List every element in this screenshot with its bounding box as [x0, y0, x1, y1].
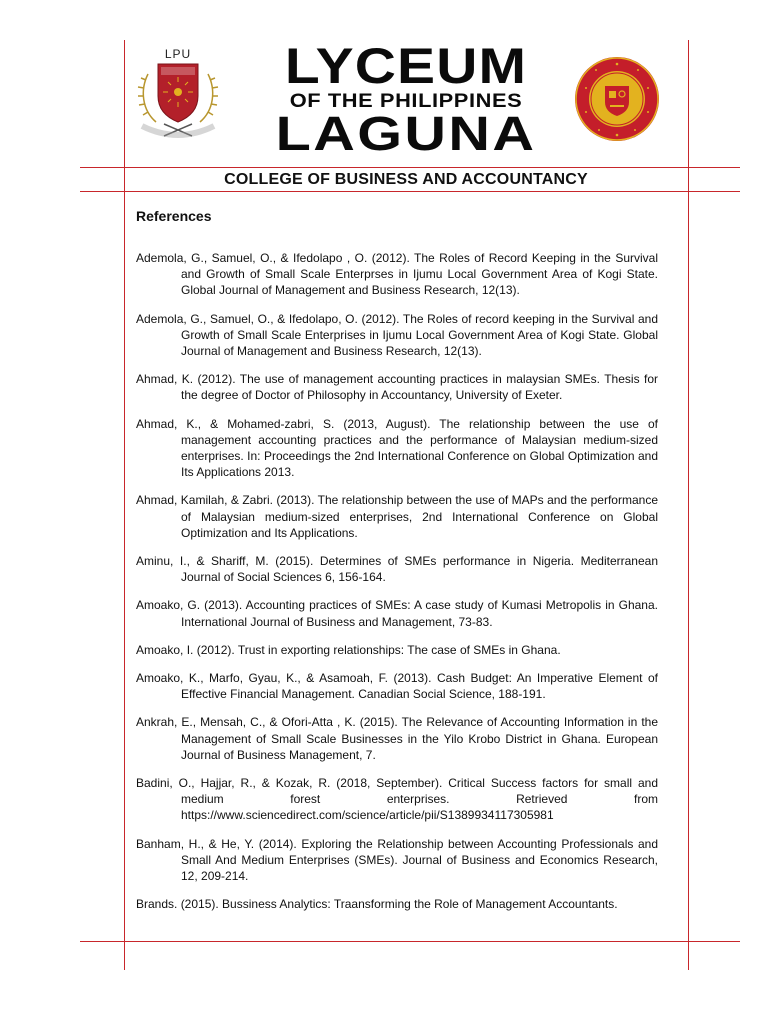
institution-wordmark — [262, 38, 550, 161]
reference-entry: Ademola, G., Samuel, O., & Ifedolapo , O. (2012). The Roles of Record Keeping in the Survival and Growth of Small Scale Enterprses in Ijumu Local Government Area of Kogi State. Global Journal of Management and Business Research, 12(13). — [136, 251, 658, 298]
reference-entry: Amoako, G. (2013). Accounting practices of SMEs: A case study of Kumasi Metropolis in Ghana. International Journal of Business and Management, 73-83. — [136, 598, 658, 629]
header-top-rule — [80, 167, 740, 168]
header-bottom-rule — [80, 191, 740, 192]
reference-entry: Amoako, I. (2012). Trust in exporting relationships: The case of SMEs in Ghana. — [136, 642, 561, 657]
reference-entry: Aminu, I., & Shariff, M. (2015). Determines of SMEs performance in Nigeria. Mediterranean Journal of Social Sciences 6, 156-164. — [136, 554, 658, 585]
reference-entry: Brands. (2015). Bussiness Analytics: Traansforming the Role of Management Accountants. — [136, 897, 618, 912]
right-margin-rule — [688, 40, 689, 970]
college-seal-logo — [574, 56, 660, 142]
references-heading: References — [136, 208, 212, 224]
reference-entry: Ahmad, Kamilah, & Zabri. (2013). The relationship between the use of MAPs and the performance of Malaysian medium-sized enterprises, 2nd International Conference on Global Optimization and Its Applications. — [136, 493, 658, 540]
reference-entry: Badini, O., Hajjar, R., & Kozak, R. (2018, September). Critical Success factors for small and medium forest enterprises. Retrieved from https://www.sciencedirect.com/science/article/pii/S1389934117305981 — [136, 776, 658, 823]
reference-entry: Ademola, G., Samuel, O., & Ifedolapo, O. (2012). The Roles of record keeping in the Survival and Growth of Small Scale Enterprises in Ijumu Local Government Area of Kogi State. Global Journal of Management and Business Research, 12(13). — [136, 311, 658, 359]
reference-list — [136, 250, 658, 919]
lpu-logo-label: LPU — [164, 47, 192, 61]
institution-line-2: OF THE PHILIPPINES — [289, 91, 523, 112]
institution-line-1: LYCEUM — [284, 38, 528, 94]
reference-entry: Amoako, K., Marfo, Gyau, K., & Asamoah, F. (2013). Cash Budget: An Imperative Element of Effective Financial Management. Canadian Social Science, 188-191. — [136, 671, 658, 702]
institution-line-3: LAGUNA — [275, 108, 537, 161]
reference-entry: Ahmad, K. (2012). The use of management accounting practices in malaysian SMEs. Thesis for the degree of Doctor of Philosophy in Accountancy, University of Exeter. — [136, 372, 658, 403]
footer-rule — [80, 941, 740, 942]
reference-entry: Banham, H., & He, Y. (2014). Exploring the Relationship between Accounting Professionals and Small And Medium Enterprises (SMEs). Journal of Business and Economics Research, 12, 209-214. — [136, 836, 658, 884]
reference-entry: Ankrah, E., Mensah, C., & Ofori-Atta , K. (2015). The Relevance of Accounting Information in the Management of Small Scale Businesses in the Yilo Krobo District in Ghana. European Journal of Business Management, 7. — [136, 715, 658, 762]
college-title: COLLEGE OF BUSINESS AND ACCOUNTANCY — [224, 171, 588, 188]
reference-entry: Ahmad, K., & Mohamed-zabri, S. (2013, August). The relationship between the use of management accounting practices and the performance of Malaysian medium-sized enterprises. In: Proceedings the 2nd International Conference on Global Optimization and Its Applications 2013. — [136, 416, 658, 480]
